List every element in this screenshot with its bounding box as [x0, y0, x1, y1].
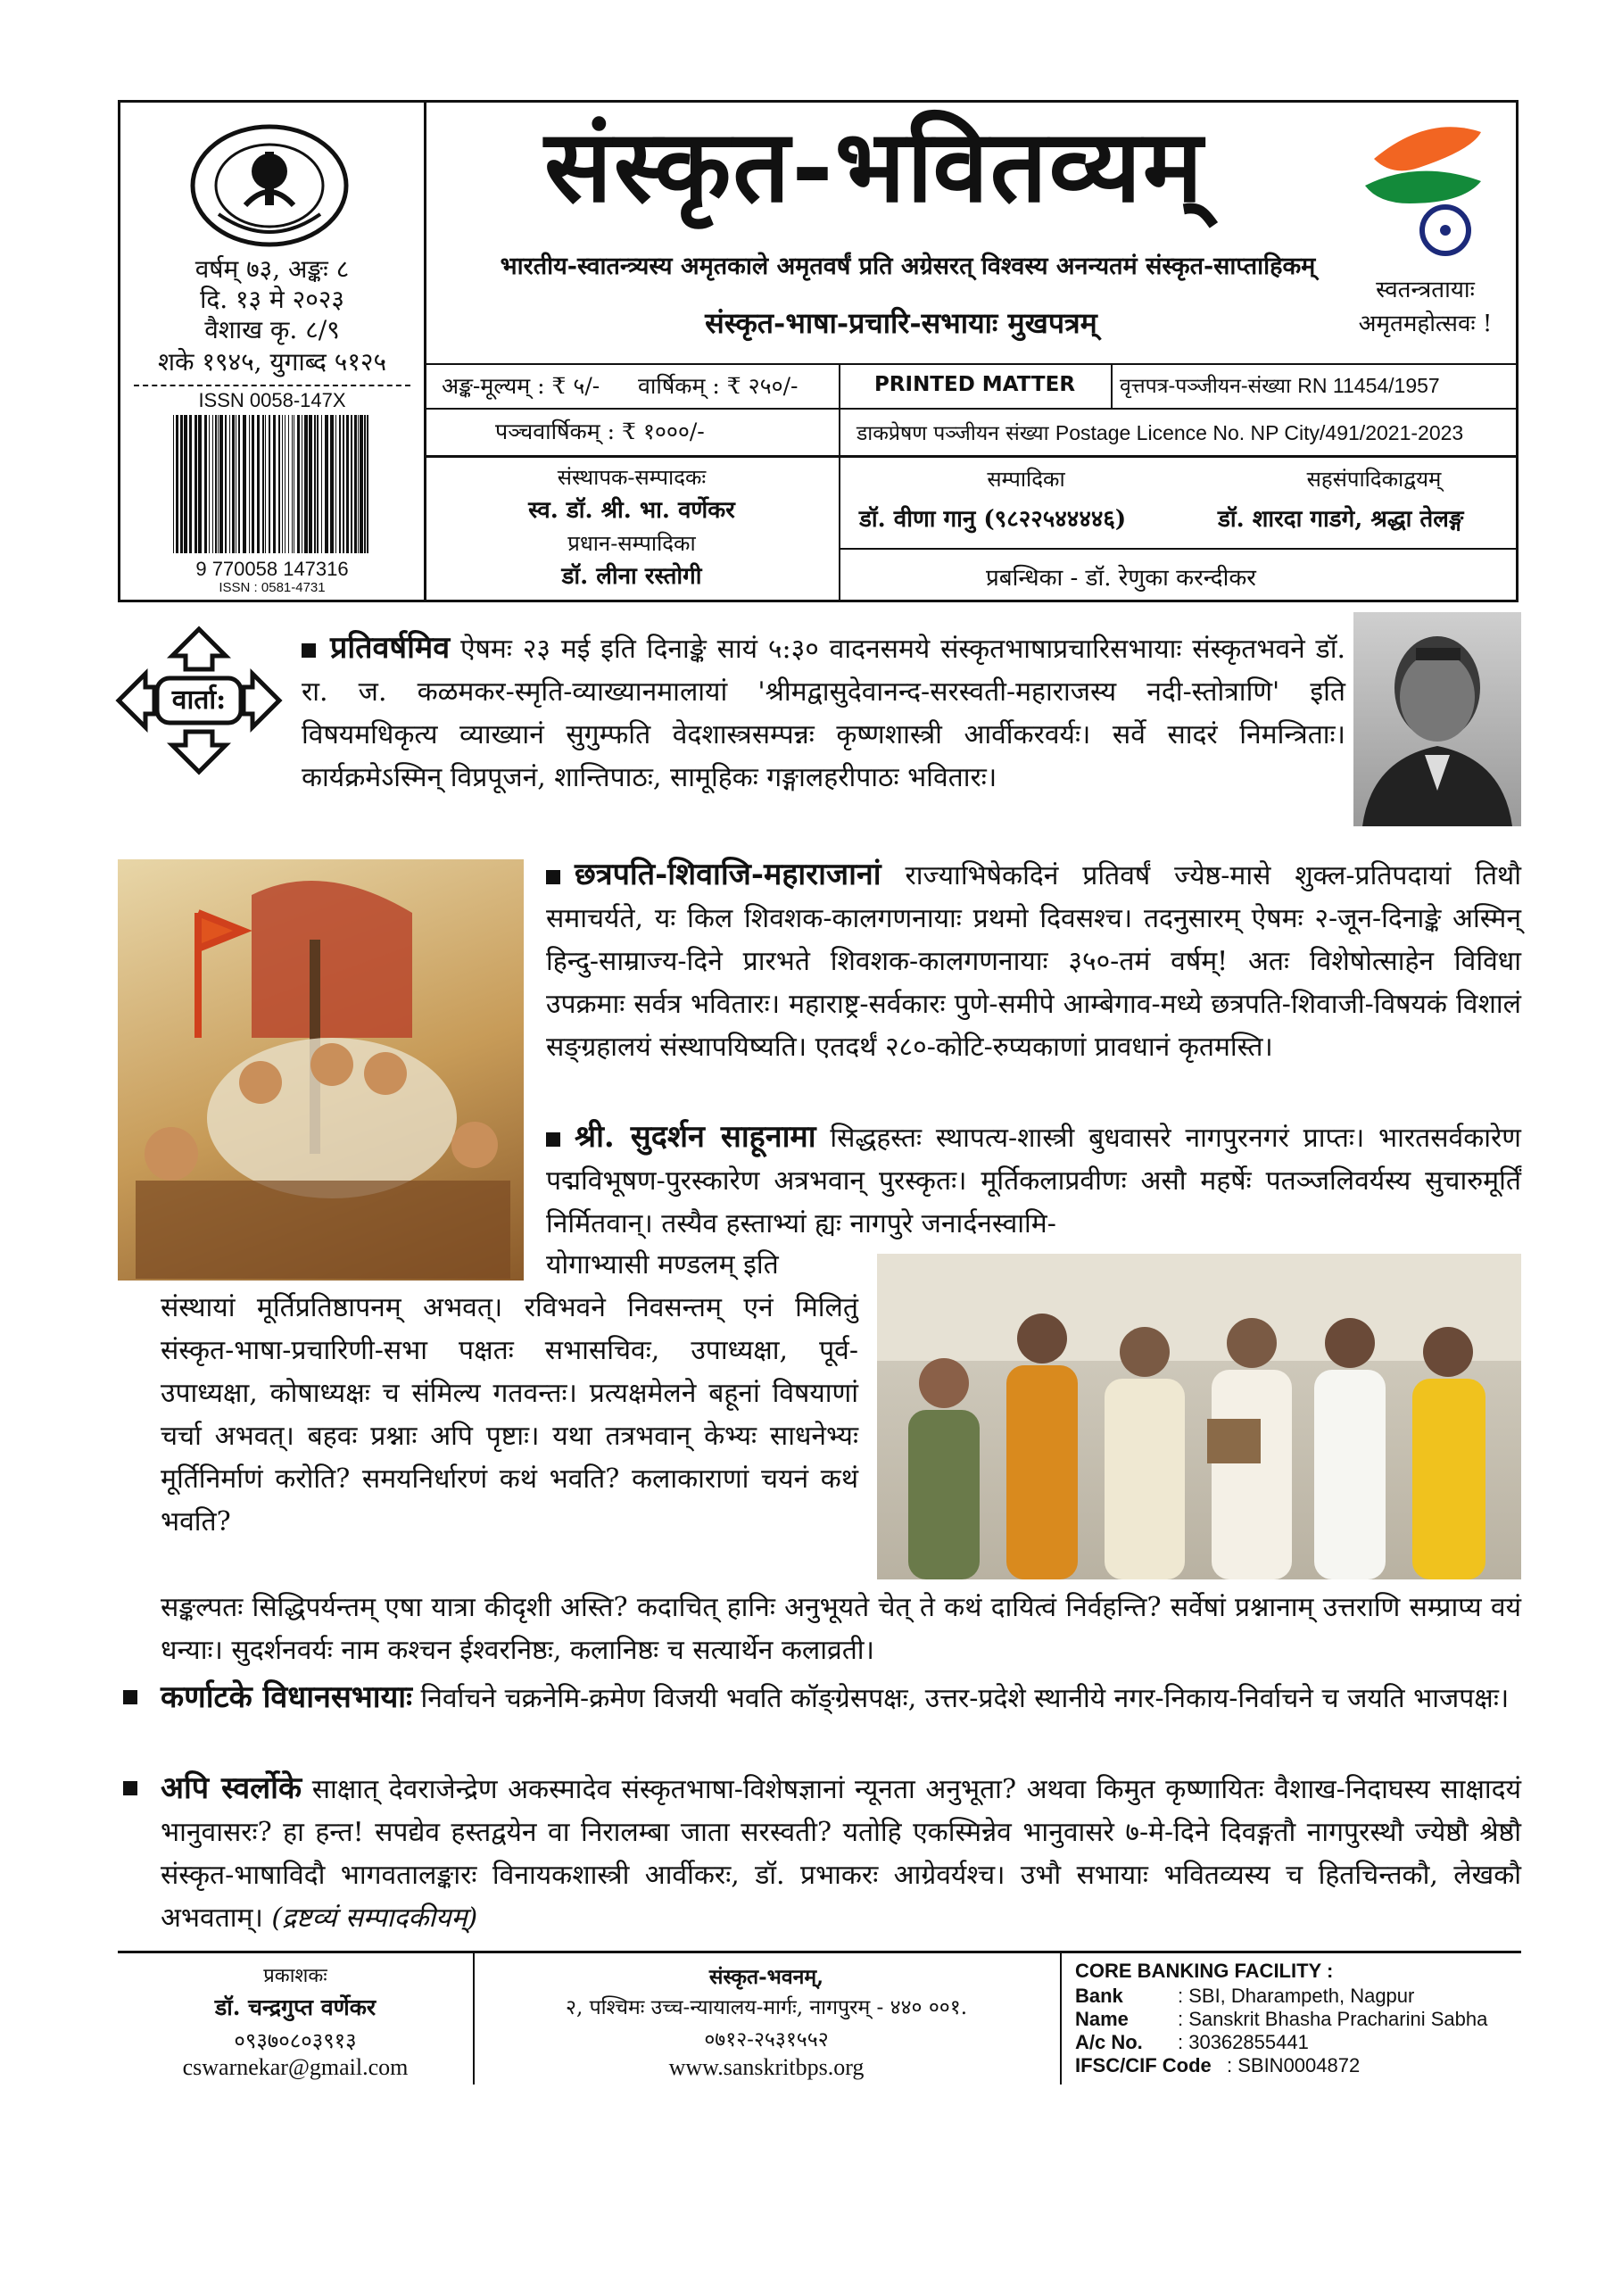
ac-label: A/c No.	[1075, 2031, 1143, 2053]
barcode-bar	[358, 415, 359, 553]
annual-price: वार्षिकम् : ₹ २५०/-	[638, 373, 799, 399]
header-divider-editors	[424, 455, 1519, 458]
article-1-body: ऐषमः २३ मई इति दिनाङ्के सायं ५:३० वादनसमये संस्कृतभाषाप्रचारिसभायाः संस्कृतभवने डॉ. रा. ज. कळमकर-स्मृति-व्याख्यानमालायां 'श्रीमद्वासुदेवानन्द-सरस्वती-महाराजस्य नदी-स्तोत्राणि' इति विषयमधिकृत्य व्याख्यानं सुगुम्फति वेदशास्त्रसम्पन्नः कृष्णशास्त्री आर्वीकरवर्यः। सर्वे सादरं निमन्त्रिताः। कार्यक्रमेऽस्मिन् विप्रपूजनं, शान्तिपाठः, सामूहिकः गङ्गालहरीपाठः भवितारः।	[302, 634, 1345, 793]
ifsc-value: : SBIN0004872	[1227, 2054, 1361, 2076]
masthead-title: संस्कृत-भवितव्यम्	[544, 108, 1204, 225]
barcode-bar	[204, 415, 207, 553]
barcode-bar	[304, 415, 308, 553]
barcode-bar	[232, 415, 235, 553]
postal-number: Postage Licence No. NP City/491/2021-2023	[1055, 421, 1464, 444]
barcode-bar	[360, 415, 363, 553]
coeditors-names: डॉ. शारदा गाडगे, श्रद्धा तेलङ्ग	[1218, 506, 1464, 533]
sabha-emblem	[183, 116, 357, 250]
barcode-number: 9 770058 147316	[195, 558, 349, 580]
article-sudarshan-part2: योगाभ्यासी मण्डलम् इति	[546, 1249, 779, 1281]
office-address: २, पश्चिमः उच्च-न्यायालय-मार्गः, नागपुरम् - ४४० ००१.	[565, 1996, 968, 2019]
chief-editor-name: डॉ. लीना रस्तोगी	[561, 563, 702, 590]
footer-top-rule	[118, 1951, 1521, 1953]
issn-top: ISSN 0058-147X	[198, 389, 346, 411]
bullet-square	[123, 1781, 137, 1795]
article-1-head: प्रतिवर्षमिव	[330, 630, 451, 666]
bullet-square	[302, 643, 316, 658]
article-5-body: साक्षात् देवराजेन्द्रेण अकस्मादेव संस्कृतभाषा-विशेषज्ञानां न्यूनता अनुभूता? अथवा किमुत कृष्णायितः वैशाख-निदाघस्य साक्षादयं भानुवासरः? हा हन्त! सपद्येव हस्तद्वयेन वा निरालम्बा जाता सरस्वती? यतोहि एकस्मिन्नेव भानुवासरे ७-मे-दिने दिवङ्गतौ नागपुरस्थौ ज्येष्ठौ श्रेष्ठौ संस्कृत-भाषाविदौ भागवतालङ्कारः विनायकशास्त्री आर्वीकरः, डॉ. प्रभाकरः आग्रेवर्यश्च। उभौ सभायाः भवितव्यस्य च हितचिन्तकौ, लेखकौ अभवताम्।	[161, 1774, 1521, 1934]
issue-line-4: शके १९४५, युगाब्द ५१२५	[157, 347, 387, 377]
barcode-bar	[262, 415, 264, 553]
founder-name: स्व. डॉ. श्री. भा. वर्णेकर	[528, 497, 735, 524]
article-4-body: निर्वाचने चक्रनेमि-क्रमेण विजयी भवति कॉङ्ग्रेसपक्षः, उत्तर-प्रदेशे स्थानीये नगर-निकाय-निर्वाचने च जयति भाजपक्षः।	[411, 1683, 1510, 1714]
bank-label: Bank	[1075, 1985, 1123, 2007]
article-shivaji	[546, 853, 1521, 1069]
barcode-bar	[257, 415, 260, 553]
article-sudarshan-part4: सङ्कल्पतः सिद्धिपर्यन्तम् एषा यात्रा कीदृशी अस्ति? कदाचित् हानिः अनुभूयते चेत् ते कथं दायित्वं निर्वहन्ति? सर्वेषां प्रश्नानाम् उत्तराणि सम्प्राप्य वयं धन्याः। सुदर्शनवर्यः नाम कश्चन ईश्वरनिष्ठः, कलानिष्ठः च सत्यार्थेन कलाव्रती।	[161, 1592, 1521, 1666]
chief-editor-label: प्रधान-सम्पादिका	[567, 531, 696, 556]
bullet-square	[546, 1132, 560, 1147]
editor-name: डॉ. वीणा गानु (९८२२५४४४४६)	[859, 506, 1127, 533]
postal-label: डाकप्रेषण पञ्जीयन संख्या	[857, 422, 1049, 445]
barcode-bar	[219, 415, 223, 553]
footer-divider-2	[1060, 1951, 1062, 2085]
article-2-body: राज्याभिषेकदिनं प्रतिवर्षं ज्येष्ठ-मासे शुक्ल-प्रतिपदायां तिथौ समाचर्यते, यः किल शिवशक-कालगणनायाः प्रथमो दिवसश्च। तदनुसारम् ऐषमः २-जून-दिनाङ्के अस्मिन् हिन्दु-साम्राज्य-दिने प्रारभते शिवशक-कालगणनायाः ३५०-तमं वर्षम्! अतः विशेषोत्साहेन विविधा उपक्रमाः सर्वत्र भवितारः। महाराष्ट्र-सर्वकारः पुणे-समीपे आम्बेगाव-मध्ये छत्रपति-शिवाजी-विषयकं विशालं सङ्ग्रहालयं संस्थापयिष्यति। एतदर्थं २८०-कोटि-रुप्यकाणां प्रावधानं कृतमस्ति।	[546, 860, 1521, 1063]
varta-label: वार्ता:	[171, 684, 227, 716]
barcode-bar	[285, 415, 286, 553]
ifsc-label: IFSC/CIF Code	[1075, 2054, 1212, 2076]
founder-label: संस्थापक-सम्पादकः	[557, 465, 707, 490]
article-4-head: कर्णाटके विधानसभायाः	[161, 1679, 412, 1715]
barcode-bar	[184, 415, 187, 553]
barcode-bar	[292, 415, 293, 553]
article-2-head: छत्रपति-शिवाजि-महाराजानां	[575, 857, 881, 892]
article-5-head: अपि स्वर्लोके	[161, 1770, 302, 1806]
article-swarloke	[118, 1767, 1521, 1940]
barcode-bar	[265, 415, 266, 553]
article-karnataka	[118, 1676, 1521, 1720]
barcode-bar	[282, 415, 283, 553]
barcode-bar	[278, 415, 280, 553]
issn-dash-line	[134, 385, 410, 386]
publisher-phone: ०९३७०८०३९१३	[234, 2028, 357, 2053]
amrit-line-1: स्वतन्त्रतायाः	[1376, 277, 1475, 303]
barcode	[170, 415, 375, 558]
barcode-bar	[176, 415, 178, 553]
header-divider-price	[839, 363, 840, 602]
mouthpiece-line: संस्कृत-भाषा-प्रचारि-सभायाः मुखपत्रम्	[705, 306, 1097, 340]
portrait-photo	[1353, 612, 1521, 826]
bullet-square	[546, 870, 560, 884]
barcode-bar	[198, 415, 202, 553]
barcode-bar	[189, 415, 192, 553]
office-phone: ०७१२-२५३१५५२	[704, 2028, 829, 2051]
issn-bottom: ISSN : 0581-4731	[219, 580, 326, 595]
issue-line-3: वैशाख कृ. ८/९	[204, 315, 340, 344]
masthead-subtitle: भारतीय-स्वातन्त्र्यस्य अमृतकाले अमृतवर्षं प्रति अग्रेसरत् विश्वस्य अनन्यतमं संस्कृत-साप्ताहिकम्	[500, 253, 1316, 280]
article-5-tail: (द्रष्टव्यं सम्पादकीयम्)	[271, 1902, 478, 1934]
varta-icon	[114, 625, 284, 776]
reg-line	[1120, 370, 1440, 399]
issue-line-2: दि. १३ मे २०२३	[200, 285, 344, 314]
barcode-bar	[317, 415, 319, 553]
article-pratvarsham	[302, 626, 1345, 800]
barcode-bar	[321, 415, 322, 553]
publisher-email[interactable]: cswarnekar@gmail.com	[182, 2054, 409, 2080]
amrit-line-2: अमृतमहोत्सवः !	[1358, 311, 1493, 337]
article-sudarshan-part1	[546, 1115, 1521, 1246]
barcode-bar	[173, 415, 174, 553]
article-3-head: श्री. सुदर्शन साहूनामा	[575, 1119, 816, 1155]
issue-price: अङ्क-मूल्यम् : ₹ ५/-	[442, 373, 600, 399]
article-3-body-1: सिद्धहस्तः स्थापत्य-शास्त्री बुधवासरे नागपुरनगरं प्राप्तः। भारतसर्वकारेण पद्मविभूषण-पुरस्कारेण अत्रभवान् पुरस्कृतः। मूर्तिकलाप्रवीणः असौ महर्षेः पतञ्जलिवर्यस्य सुचारुमूर्तिं निर्मितवान्। तस्यैव हस्ताभ्यां ह्यः नागपुरे जनार्दनस्वामि-	[546, 1123, 1521, 1239]
bank-heading: CORE BANKING FACILITY :	[1075, 1960, 1334, 1982]
publisher-name: डॉ. चन्द्रगुप्त वर्णेकर	[214, 1994, 377, 2020]
name-value: : Sanskrit Bhasha Pracharini Sabha	[1178, 2008, 1488, 2030]
office-website[interactable]: www.sanskritbps.org	[668, 2054, 865, 2080]
reg-number: RN 11454/1957	[1297, 374, 1440, 397]
header-divider-mid2	[424, 408, 1519, 410]
barcode-bar	[351, 415, 352, 553]
editor-label: सम्पादिका	[987, 467, 1065, 492]
postal-line	[857, 418, 1463, 446]
amrit-mahotsav-logo	[1338, 105, 1517, 266]
barcode-bar	[367, 415, 368, 553]
group-photo	[877, 1254, 1521, 1579]
barcode-bar	[325, 415, 328, 553]
article-sudarshan-part3: संस्थायां मूर्तिप्रतिष्ठापनम् अभवत्। रविभवने निवसन्तम् एनं मिलितुं संस्कृत-भाषा-प्रचारिणी-सभा पक्षतः सभासचिवः, उपाध्यक्षा, पूर्व-उपाध्यक्षा, कोषाध्यक्षः च संमिल्य गतवन्तः। प्रत्यक्षमेलने बहूनां विषयाणां चर्चा अभवत्। बहवः प्रश्नाः अपि पृष्टाः। यथा तत्रभवान् केभ्यः साधनेभ्यः मूर्तिनिर्माणं करोति? समयनिर्धारणं कथं भवति? कलाकाराणां चयनं कथं भवति?	[161, 1292, 858, 1538]
barcode-bar	[194, 415, 197, 553]
barcode-bar	[339, 415, 341, 553]
barcode-bar	[212, 415, 213, 553]
barcode-bar	[252, 415, 254, 553]
barcode-bar	[330, 415, 334, 553]
header-divider-manager	[839, 548, 1519, 550]
barcode-bar	[288, 415, 289, 553]
shivaji-painting	[118, 859, 524, 1281]
barcode-bar	[249, 415, 250, 553]
barcode-bar	[354, 415, 357, 553]
ac-value: : 30362855441	[1178, 2031, 1309, 2053]
barcode-bar	[297, 415, 300, 553]
header-divider-left	[424, 100, 426, 602]
barcode-bar	[273, 415, 276, 553]
barcode-bar	[243, 415, 246, 553]
barcode-bar	[343, 415, 344, 553]
barcode-bar	[269, 415, 270, 553]
issue-line-1: वर्षम् ७३, अङ्कः ८	[194, 254, 350, 284]
coeditors-label: सहसंपादिकाद्वयम्	[1306, 467, 1442, 492]
barcode-bar	[209, 415, 210, 553]
barcode-bar	[346, 415, 349, 553]
bank-value: : SBI, Dharampeth, Nagpur	[1178, 1985, 1415, 2007]
barcode-bar	[309, 415, 312, 553]
bullet-square	[123, 1690, 137, 1704]
reg-label: वृत्तपत्र-पञ्जीयन-संख्या	[1120, 375, 1291, 398]
barcode-bar	[314, 415, 316, 553]
header-divider-printed	[1111, 363, 1113, 408]
five-year-price: पञ्चवार्षिकम् : ₹ १०००/-	[495, 419, 705, 444]
barcode-bar	[225, 415, 227, 553]
header-divider-mid	[424, 363, 1519, 365]
publisher-label: प्रकाशकः	[263, 1965, 327, 1987]
office-name: संस्कृत-भवनम्,	[708, 1965, 824, 1989]
manager-line: प्रबन्धिका - डॉ. रेणुका करन्दीकर	[986, 565, 1256, 592]
barcode-bar	[335, 415, 336, 553]
printed-matter: PRINTED MATTER	[873, 373, 1076, 396]
barcode-bar	[229, 415, 230, 553]
barcode-bar	[364, 415, 366, 553]
name-label: Name	[1075, 2008, 1129, 2030]
barcode-bar	[215, 415, 217, 553]
barcode-bar	[180, 415, 183, 553]
barcode-bar	[218, 415, 219, 553]
barcode-bar	[238, 415, 240, 553]
